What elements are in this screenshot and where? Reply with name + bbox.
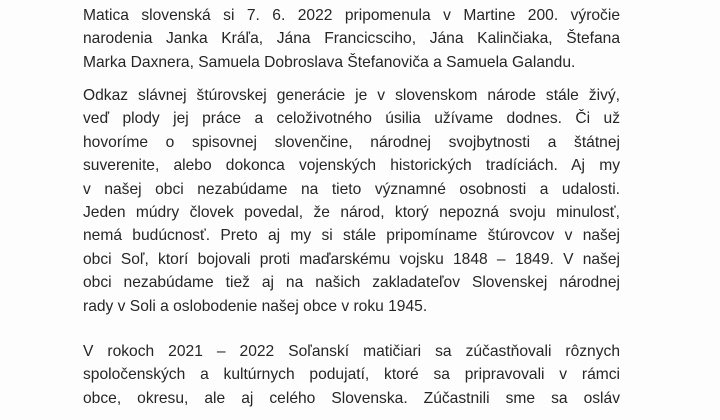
text-line: obci nezabúdame tiež aj na našich zakladateľov Slovenskej národnej bbox=[83, 274, 620, 292]
text-line: narodenia Janka Kráľa, Jána Francicsciho, Jána Kalinčiaka, Štefana bbox=[83, 30, 620, 48]
paragraph-anniversary bbox=[83, 4, 620, 74]
text-line: spoločenských a kultúrnych podujatí, ktoré sa pripravovali v rámci bbox=[83, 366, 620, 384]
text-line: hovoríme o spisovnej slovenčine, národnej svojbytnosti a štátnej bbox=[83, 133, 620, 151]
text-line: nemá budúcnosť. Preto aj my si stále pripomíname štúrovcov v našej bbox=[83, 227, 620, 245]
text-line: v našej obci nezabúdame na tieto významné osobnosti a udalosti. bbox=[83, 180, 620, 198]
text-line: Jeden múdry človek povedal, že národ, ktorý nepozná svoju minulosť, bbox=[83, 203, 620, 221]
paragraph-events bbox=[83, 340, 620, 410]
text-line: veď plody jej práce a celoživotného úsilia užívame dodnes. Či už bbox=[83, 110, 620, 128]
text-line: Marka Daxnera, Samuela Dobroslava Štefanoviča a Samuela Galandu. bbox=[83, 53, 576, 71]
text-line: rady v Soli a oslobodenie našej obce v roku 1945. bbox=[83, 297, 428, 315]
text-line: obci Soľ, ktorí bojovali proti maďarskému vojsku 1848 – 1849. V našej bbox=[83, 250, 620, 268]
text-line: suverenite, alebo dokonca vojenských historických tradíciách. Aj my bbox=[83, 157, 620, 175]
text-line: V rokoch 2021 – 2022 Soľanskí matičiari sa zúčastňovali rôznych bbox=[83, 343, 620, 360]
text-line: Matica slovenská si 7. 6. 2022 pripomenula v Martine 200. výročie bbox=[83, 7, 620, 24]
text-line: Odkaz slávnej štúrovskej generácie je v slovenskom národe stále živý, bbox=[83, 87, 620, 104]
paragraph-legacy bbox=[83, 84, 620, 318]
text-line: obce, okresu, ale aj celého Slovenska. Zúčastnili sme sa osláv bbox=[83, 389, 620, 407]
